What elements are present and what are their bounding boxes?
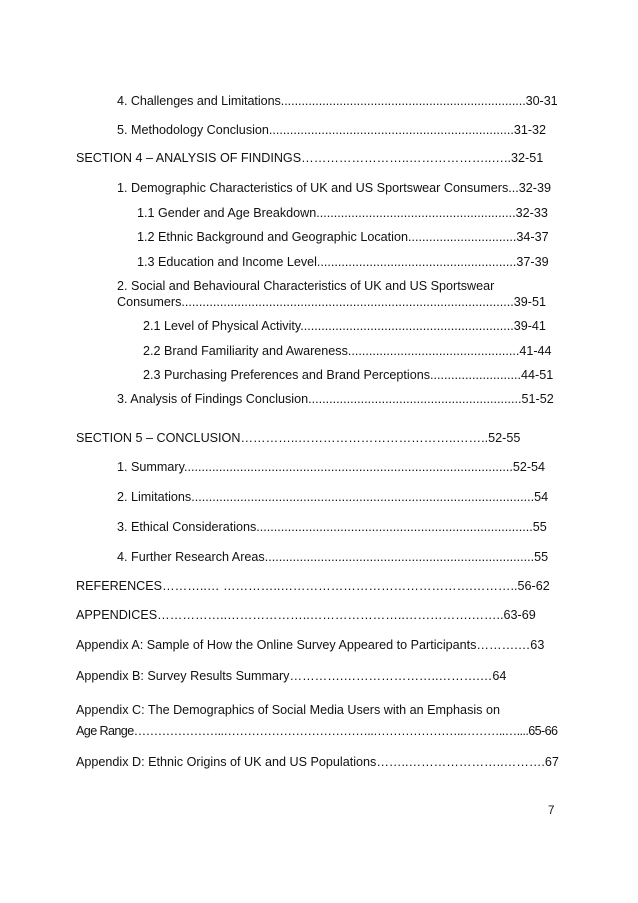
- toc-entry: 5. Methodology Conclusion......................................................................31-32: [117, 123, 547, 137]
- toc-entry: 4. Challenges and Limitations.......................................................................30-31: [117, 94, 558, 108]
- toc-subentry: 2.3 Purchasing Preferences and Brand Perceptions..........................44-51: [143, 368, 554, 382]
- toc-entry: 4. Further Research Areas.............................................................................55: [117, 550, 549, 564]
- toc-entry: 3. Analysis of Findings Conclusion.............................................................51-52: [117, 392, 554, 406]
- toc-entry: 3. Ethical Considerations...............................................................................55: [117, 520, 547, 534]
- toc-subentry: 1.2 Ethnic Background and Geographic Location...............................34-37: [137, 230, 549, 244]
- toc-appendix-entry: Appendix C: The Demographics of Social Media Users with an Emphasis on: [76, 703, 500, 717]
- toc-appendix-entry: Appendix A: Sample of How the Online Survey Appeared to Participants……….…63: [76, 638, 545, 652]
- toc-entry: 1. Summary..............................................................................................52-54: [117, 460, 546, 474]
- page-number: 7: [548, 805, 555, 817]
- toc-subentry: 2.1 Level of Physical Activity.............................................................39-41: [143, 319, 546, 333]
- toc-subentry: 1.1 Gender and Age Breakdown.........................................................32-33: [137, 206, 548, 220]
- toc-section-heading: APPENDICES……………..………………..…………………..…………….……..63-69: [76, 608, 536, 622]
- toc-appendix-entry: Age Range…………………..………………………………..…………………..………..…....65-66: [76, 724, 558, 738]
- toc-section-heading: REFERENCES………..… …………..……………………………………….………..56-62: [76, 579, 550, 593]
- toc-appendix-entry: Appendix D: Ethnic Origins of UK and US Populations……..…………………..……….67: [76, 755, 559, 769]
- toc-section-heading: SECTION 4 – ANALYSIS OF FINDINGS……………………..………………..…..32-51: [76, 151, 544, 165]
- toc-appendix-entry: Appendix B: Survey Results Summary………….…………………..……….…64: [76, 669, 507, 683]
- toc-subentry: 1.3 Education and Income Level.........................................................37-39: [137, 255, 549, 269]
- toc-entry: Consumers...............................................................................................39-51: [117, 295, 546, 309]
- toc-subentry: 2.2 Brand Familiarity and Awareness.................................................41-44: [143, 344, 552, 358]
- toc-entry: 1. Demographic Characteristics of UK and US Sportswear Consumers...32-39: [117, 181, 551, 195]
- toc-entry: 2. Social and Behavioural Characteristics of UK and US Sportswear: [117, 279, 495, 293]
- toc-entry: 2. Limitations..................................................................................................54: [117, 490, 549, 504]
- toc-section-heading: SECTION 5 – CONCLUSION…………..………………………………..……..52-55: [76, 431, 521, 445]
